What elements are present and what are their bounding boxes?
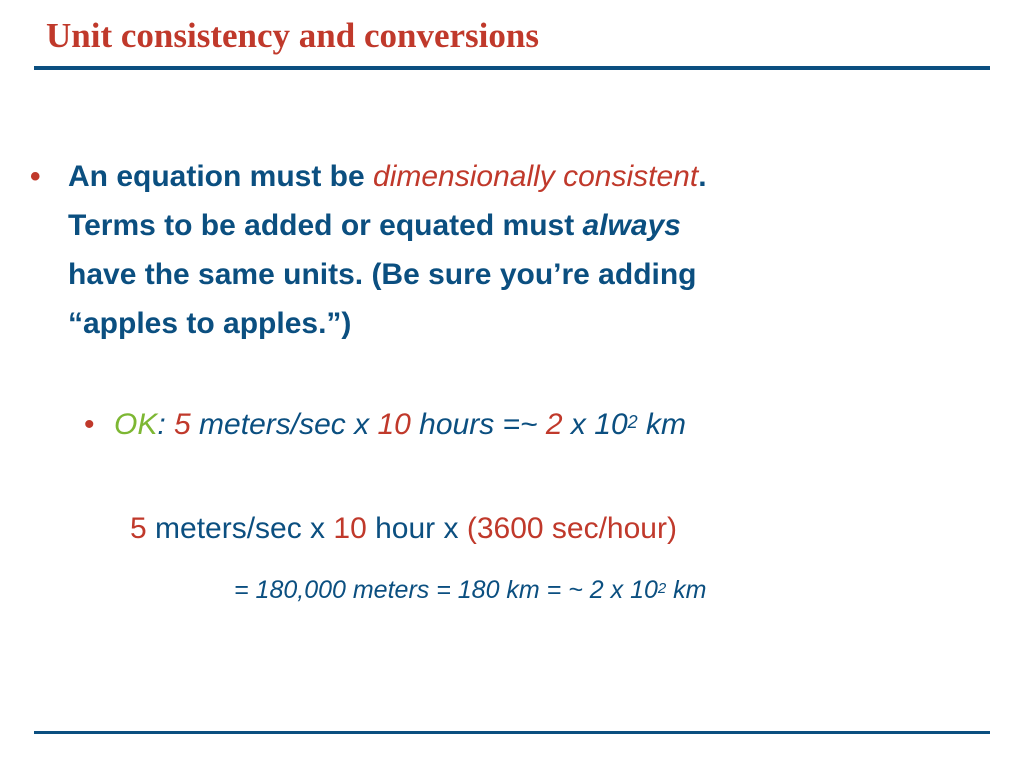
- bullet-line-2: [68, 201, 948, 250]
- footer-divider: [34, 731, 990, 734]
- conversion-step: [130, 507, 677, 551]
- number: 10: [377, 408, 411, 441]
- bullet-dimensional-consistency: [68, 152, 948, 348]
- number: 5: [174, 408, 191, 441]
- bullet-line-4: “apples to apples.”): [68, 307, 352, 340]
- bullet-line-1: [68, 152, 948, 201]
- conversion-factor: (3600 sec/hour): [466, 512, 677, 545]
- text-segment: An equation must be: [68, 160, 374, 193]
- sub-bullet-marker: •: [84, 408, 95, 441]
- text-segment: meters/sec x: [146, 512, 334, 545]
- emphasis-always: always: [582, 209, 681, 242]
- text-segment: Terms to be added or equated must: [68, 209, 583, 242]
- number: 2: [545, 408, 563, 441]
- text-segment: = 180,000 meters = 180 km = ~ 2 x 10: [234, 576, 658, 604]
- text-segment: hour x: [366, 512, 467, 545]
- ok-label: OK: [114, 408, 158, 441]
- exponent: 2: [657, 579, 667, 597]
- number: 5: [130, 512, 147, 545]
- ok-example: [114, 400, 686, 449]
- bullet-marker: •: [30, 160, 41, 193]
- number: 10: [333, 512, 367, 545]
- conversion-result: [234, 572, 707, 608]
- text-segment: x 10: [562, 408, 628, 441]
- text-segment: hours =~: [410, 408, 546, 441]
- text-segment: .: [698, 160, 707, 193]
- emphasis-dimensionally-consistent: dimensionally consistent: [373, 160, 699, 193]
- slide-title: Unit consistency and conversions: [46, 16, 539, 55]
- title-divider: [34, 66, 990, 70]
- text-segment: :: [157, 408, 175, 441]
- exponent: 2: [627, 411, 638, 432]
- text-segment: km: [637, 408, 686, 441]
- bullet-line-3: have the same units. (Be sure you’re adding: [68, 258, 697, 291]
- text-segment: km: [666, 576, 707, 604]
- text-segment: meters/sec x: [190, 408, 378, 441]
